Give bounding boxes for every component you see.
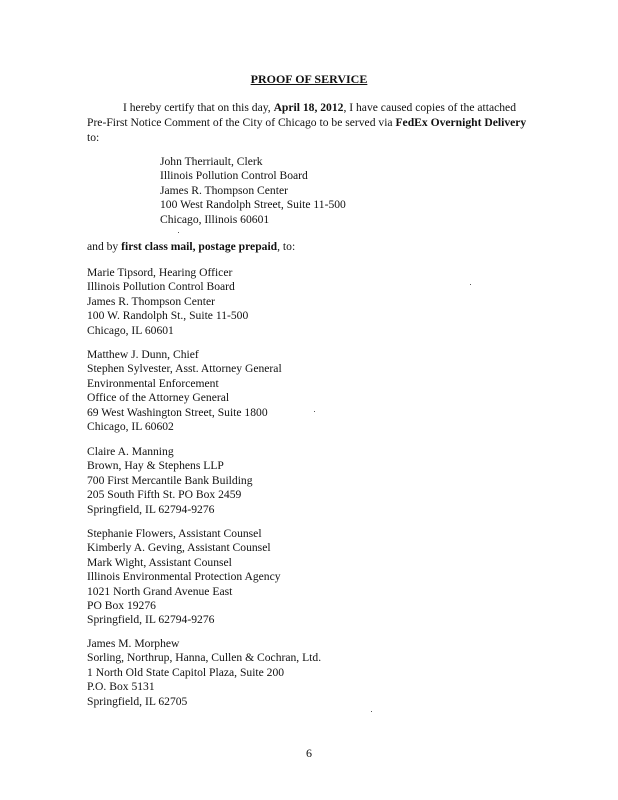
recipient-block (87, 445, 253, 517)
primary-recipient-block (160, 155, 346, 227)
address-line: 1 North Old State Capitol Plaza, Suite 200 (87, 665, 285, 679)
mail-suffix: , to: (277, 240, 296, 253)
address-line: Stephen Sylvester, Asst. Attorney General (87, 362, 282, 376)
address-line: Brown, Hay & Stephens LLP (87, 459, 224, 473)
address-line: Marie Tipsord, Hearing Officer (87, 266, 233, 279)
delivery-method: FedEx Overnight Delivery (395, 116, 527, 129)
address-line: 1021 North Grand Avenue East (87, 584, 233, 598)
page-number: 6 (306, 746, 312, 760)
address-line: 205 South Fifth St. PO Box 2459 (87, 488, 242, 502)
address-line: 100 West Randolph Street, Suite 11-500 (160, 198, 346, 212)
address-line: Sorling, Northrup, Hanna, Cullen & Cochran, Ltd. (87, 651, 322, 665)
address-line: 700 First Mercantile Bank Building (87, 473, 253, 487)
intro-text-3: to: (87, 131, 100, 144)
address-line: Environmental Enforcement (87, 376, 219, 390)
address-line: Office of the Attorney General (87, 391, 230, 405)
recipient-block (87, 637, 321, 709)
scan-speck (371, 711, 372, 712)
address-line: Springfield, IL 62705 (87, 694, 188, 708)
address-line: Mark Wight, Assistant Counsel (87, 555, 232, 569)
address-line: Chicago, Illinois 60601 (160, 212, 270, 226)
address-line: Chicago, IL 60602 (87, 420, 174, 434)
mail-prefix: and by (87, 240, 122, 253)
address-line: Illinois Pollution Control Board (160, 169, 308, 183)
address-line: P.O. Box 5131 (87, 680, 155, 694)
address-line: John Therriault, Clerk (160, 155, 263, 168)
intro-text-1: I hereby certify that on this day, (123, 101, 274, 114)
address-line: Illinois Environmental Protection Agency (87, 570, 281, 584)
address-line: 69 West Washington Street, Suite 1800 (87, 405, 268, 419)
page-title: PROOF OF SERVICE (250, 72, 368, 86)
address-line: Kimberly A. Geving, Assistant Counsel (87, 541, 271, 555)
intro-paragraph (87, 100, 527, 145)
recipient-block (87, 527, 281, 628)
address-line: James M. Morphew (87, 637, 180, 650)
address-line: Illinois Pollution Control Board (87, 280, 235, 294)
recipient-block (87, 266, 248, 338)
address-line: PO Box 19276 (87, 599, 156, 613)
address-line: Stephanie Flowers, Assistant Counsel (87, 527, 262, 540)
mail-service-line (87, 240, 295, 253)
mail-method: first class mail, postage prepaid (121, 240, 278, 253)
address-line: James R. Thompson Center (87, 294, 215, 308)
address-line: 100 W. Randolph St., Suite 11-500 (87, 309, 249, 323)
scan-speck (178, 232, 179, 233)
address-line: James R. Thompson Center (160, 183, 288, 197)
address-line: Springfield, IL 62794-9276 (87, 613, 215, 627)
intro-text-2: , I have caused copies of the attached Pre-First Notice Comment of the City of Chicago to be served via (87, 101, 516, 129)
address-line: Matthew J. Dunn, Chief (87, 348, 199, 361)
address-line: Springfield, IL 62794-9276 (87, 502, 215, 516)
address-line: Chicago, IL 60601 (87, 323, 174, 337)
scan-speck (314, 411, 315, 412)
recipient-block (87, 348, 282, 434)
address-line: Claire A. Manning (87, 445, 174, 458)
scan-speck (470, 284, 471, 285)
service-date: April 18, 2012 (273, 101, 344, 114)
